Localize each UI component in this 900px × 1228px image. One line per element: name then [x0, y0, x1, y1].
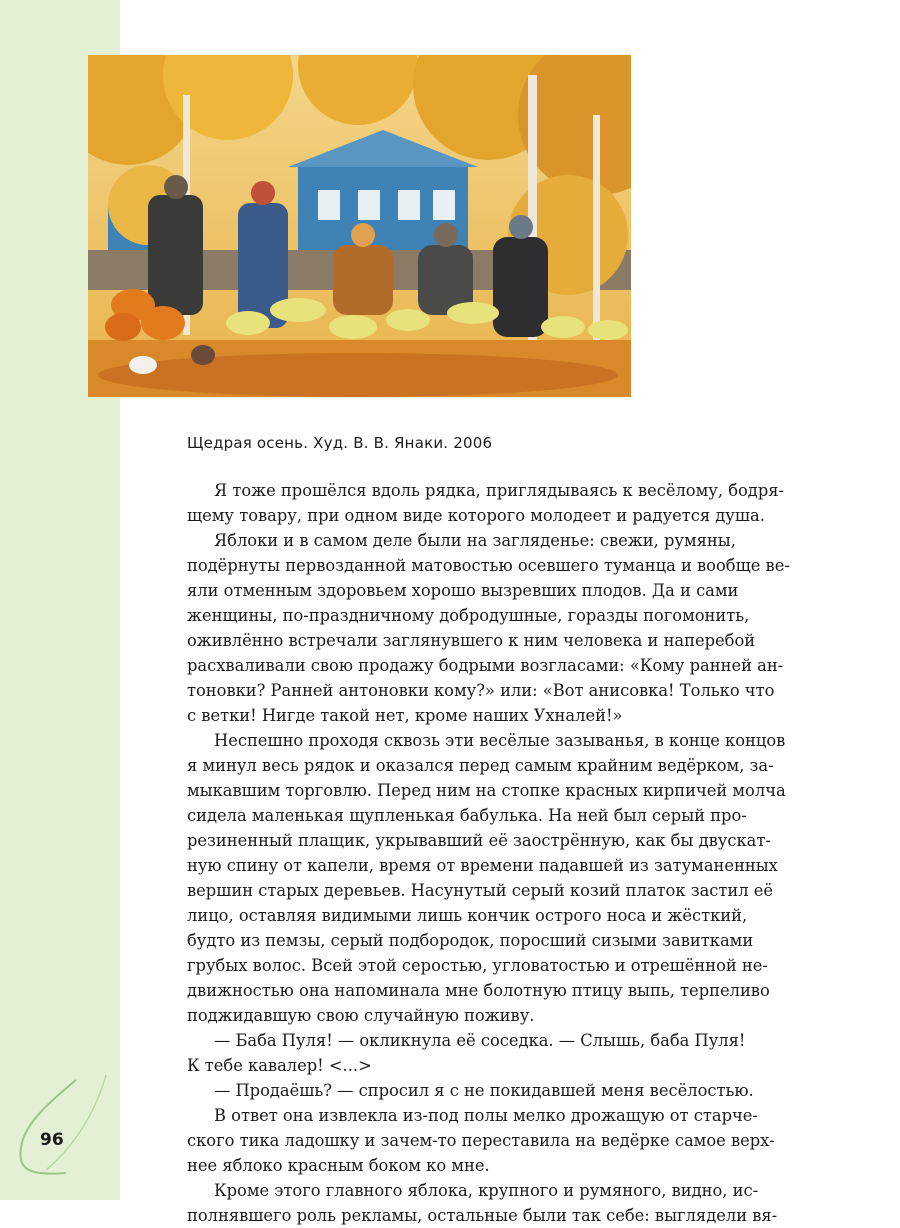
- text-line: резиненный плащик, укрывавший её заострённую, как бы двускат-: [187, 831, 771, 850]
- text-line: вершин старых деревьев. Насунутый серый козий платок застил её: [187, 881, 774, 900]
- text-line: — Продаёшь? — спросил я с не покидавшей меня весёлостью.: [214, 1081, 754, 1100]
- text-line: я минул весь рядок и оказался перед самым крайним ведёрком, за-: [187, 756, 774, 775]
- page-number-ornament: [6, 1075, 126, 1175]
- painting-scene: [88, 55, 631, 397]
- text-line: поджидавшую свою случайную поживу.: [187, 1006, 535, 1025]
- text-line: ную спину от капели, время от времени падавшей из затуманенных: [187, 856, 778, 875]
- rooster: [191, 345, 215, 365]
- text-line: Кроме этого главного яблока, крупного и румяного, видно, ис-: [214, 1181, 759, 1200]
- text-line: движностью она напоминала мне болотную птицу выпь, терпеливо: [187, 981, 770, 1000]
- painting-illustration: [88, 55, 631, 397]
- text-line: Я тоже прошёлся вдоль рядка, приглядываясь к весёлому, бодря-: [214, 481, 785, 500]
- text-line: полнявшего роль рекламы, остальные были так себе: выглядели вя-: [187, 1206, 778, 1225]
- text-line: оживлённо встречали заглянувшего к ним человека и наперебой: [187, 631, 756, 650]
- text-line: женщины, по-праздничному добродушные, горазды погомонить,: [187, 606, 750, 625]
- text-line: К тебе кавалер! <...>: [187, 1056, 372, 1075]
- text-line: ского тика ладошку и зачем-то переставила на ведёрке самое верх-: [187, 1131, 775, 1150]
- text-line: подёрнуты первозданной матовостью осевшего туманца и вообще ве-: [187, 556, 790, 575]
- text-line: сидела маленькая щупленькая бабулька. На ней был серый про-: [187, 806, 747, 825]
- text-line: яли отменным здоровьем хорошо вызревших плодов. Да и сами: [187, 581, 739, 600]
- text-line: В ответ она извлекла из-под полы мелко дрожащую от старче-: [214, 1106, 758, 1125]
- goose: [129, 356, 157, 374]
- text-line: с ветки! Нигде такой нет, кроме наших Ухналей!»: [187, 706, 623, 725]
- story-text: [187, 478, 883, 1228]
- text-line: лицо, оставляя видимыми лишь кончик острого носа и жёсткий,: [187, 906, 748, 925]
- page-number: 96: [40, 1130, 64, 1150]
- painting-caption: Щедрая осень. Худ. В. В. Янаки. 2006: [187, 434, 493, 452]
- text-line: расхваливали свою продажу бодрыми возгласами: «Кому ранней ан-: [187, 656, 784, 675]
- text-line: будто из пемзы, серый подбородок, поросший сизыми завитками: [187, 931, 754, 950]
- text-line: Неспешно проходя сквозь эти весёлые зазыванья, в конце концов: [214, 731, 786, 750]
- text-line: — Баба Пуля! — окликнула её соседка. — Слышь, баба Пуля!: [214, 1031, 746, 1050]
- text-line: щему товару, при одном виде которого молодеет и радуется душа.: [187, 506, 765, 525]
- text-line: мыкавшим торговлю. Перед ним на стопке красных кирпичей молча: [187, 781, 786, 800]
- text-line: нее яблоко красным боком ко мне.: [187, 1156, 490, 1175]
- text-line: тоновки? Ранней антоновки кому?» или: «Вот анисовка! Только что: [187, 681, 775, 700]
- text-line: Яблоки и в самом деле были на загляденье: свежи, румяны,: [214, 531, 736, 550]
- text-line: грубых волос. Всей этой серостью, угловатостью и отрешённой не-: [187, 956, 768, 975]
